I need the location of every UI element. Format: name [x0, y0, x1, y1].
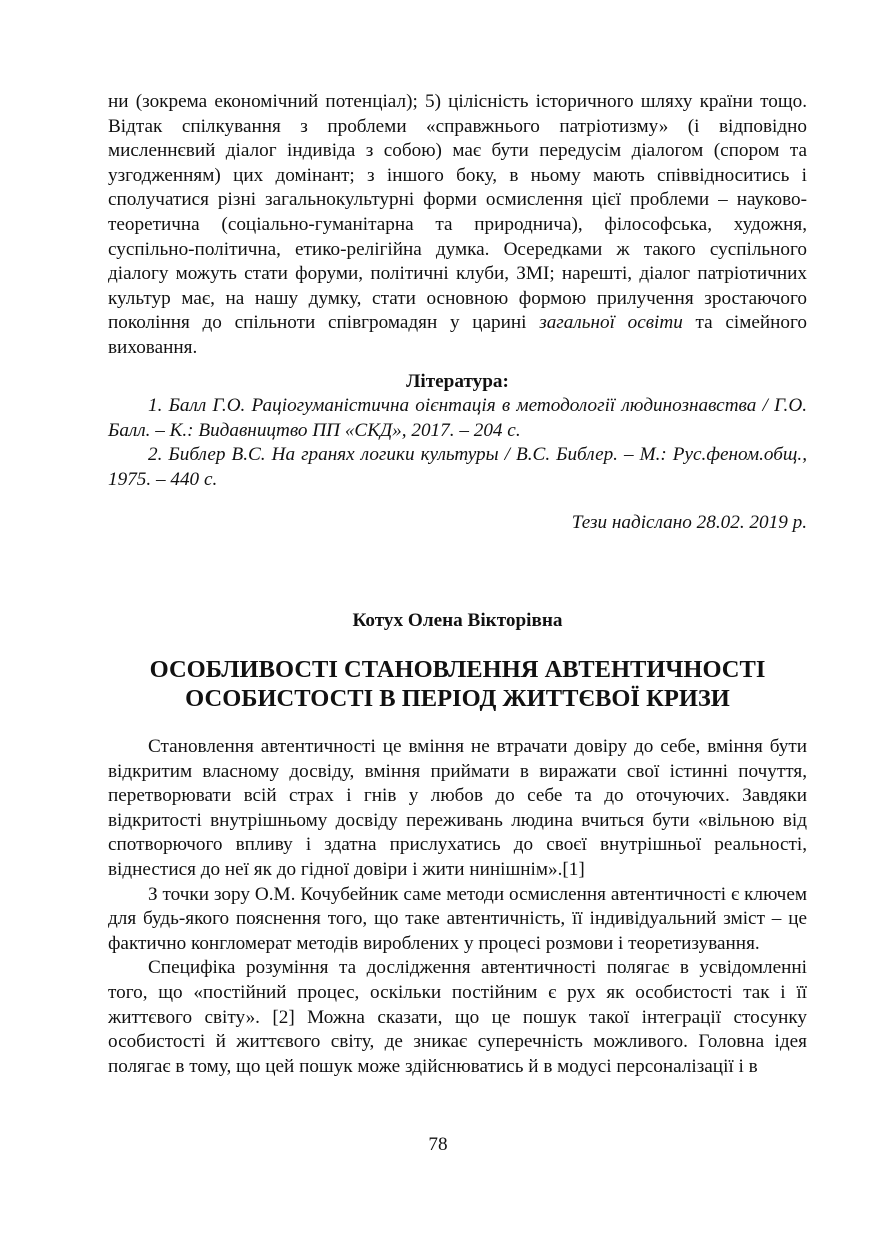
body-paragraph: Становлення автентичності це вміння не втрачати довіру до себе, вміння бути відкритим власному досвіду, вміння приймати в виражати свої істинні почуття, перетворювати всій страх і гнів у любов до себе та до оточуючих. Завдяки відкритості внутрішньому досвіду переживань людина вчиться бути «вільною від спотворючого впливу і здатна прислухатись до своєї внутрішньої реальності, віднестися до неї як до гідної довіри і жити нинішнім».[1] [108, 736, 807, 881]
submitted-date-note: Тези надіслано 28.02. 2019 р. [571, 511, 807, 533]
document-page [108, 90, 807, 1079]
article-author: Котух Олена Вікторівна [352, 610, 563, 632]
literature-heading: Література: [406, 370, 509, 392]
article-title-line: ОСОБЛИВОСТІ СТАНОВЛЕННЯ АВТЕНТИЧНОСТІ [149, 656, 766, 684]
page-number: 78 [428, 1134, 448, 1155]
italic-phrase: загальної освіти [539, 312, 683, 334]
article-title-line: ОСОБИСТОСТІ В ПЕРІОД ЖИТТЄВОЇ КРИЗИ [185, 685, 730, 713]
body-paragraph: З точки зору О.М. Кочубейник саме методи осмислення автентичності є ключем для будь-якого пояснення того, що таке автентичність, її індивідуальний зміст – це фактично конгломерат методів вироблених у процесі розмови і теоретизування. [108, 883, 807, 954]
article-title [108, 655, 807, 713]
reference-item: 1. Балл Г.О. Раціогуманістична оієнтація в методології людинознавства / Г.О. Балл. – К.: Видавництво ПП «СКД», 2017. – 204 с. [108, 395, 807, 441]
continuation-text: ни (зокрема економічний потенціал); 5) цілісність історичного шляху країни тощо. Відтак спілкування з проблеми «справжнього патріотизму» (і відповідно мисленнєвий діалог індивіда з собою) має бути передусім діалогом (спором та узгодженням) цих домінант; з іншого боку, в ньому мають співвідноситись і сполучатися різні загальнокультурні форми осмислення цієї проблеми – науково-теоретична (соціально-гуманітарна та природнича), філософська, художня, суспільно-політична, етико-релігійна думка. Осередками ж такого суспільного діалогу можуть стати форуми, політичні клуби, ЗМІ; нарешті, діалог патріотичних культур має, на нашу думку, стати основною формою прилучення зростаючого покоління до спільноти співгромадян у царині [108, 91, 807, 334]
body-paragraph: Специфіка розуміння та дослідження автентичності полягає в усвідомленні того, що «постійний процес, оскільки постійним є рух як особистості так і її життєвого світу». [2] Можна сказати, що це пошук такої інтеграції стосунку особистості й життєвого світу, де зникає суперечність можливого. Головна ідея полягає в тому, що цей пошук може здійснюватись й в модусі персоналізації і в [108, 957, 807, 1077]
continuation-paragraph [108, 90, 807, 361]
reference-item: 2. Библер В.С. На гранях логики культуры / В.С. Библер. – М.: Рус.феном.общ., 1975. – 440 с. [108, 444, 807, 490]
continuation-text-end: та сімейного виховання. [108, 312, 808, 358]
